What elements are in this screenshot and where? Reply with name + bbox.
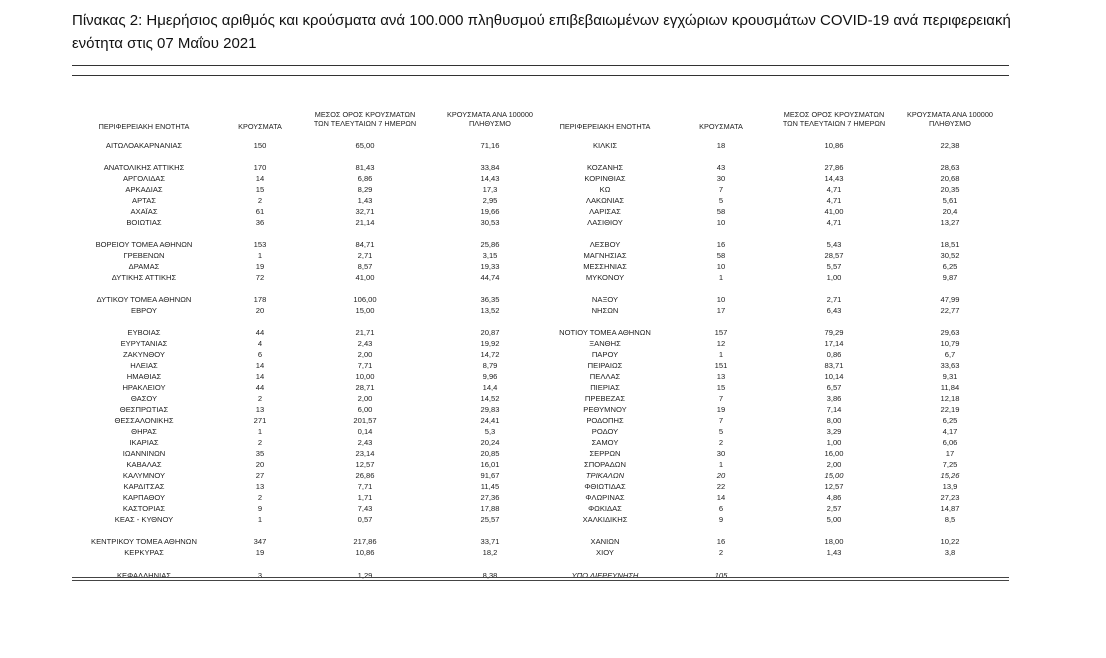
left-per100k-cell: 91,67 [480,471,500,480]
left-region-cell: ΕΒΡΟΥ [131,306,157,315]
left-region-cell: ΗΡΑΚΛΕΙΟΥ [122,383,166,392]
right-avg7d-cell: 16,00 [824,449,844,458]
right-per100k-cell: 8,5 [944,515,956,524]
left-avg7d-cell: 0,14 [357,427,373,436]
right-avg7d-cell: 4,71 [826,218,842,227]
left-per100k-cell: 36,35 [480,295,500,304]
left-cases-cell: 27 [255,471,265,480]
right-per100k-cell: 20,4 [942,207,958,216]
left-region-cell: ΙΩΑΝΝΙΝΩΝ [122,449,166,458]
header-cases-right: ΚΡΟΥΣΜΑΤΑ [699,122,743,131]
right-per100k-cell: 15,26 [940,471,960,480]
right-cases-cell: 16 [716,240,726,249]
left-avg7d-cell: 8,57 [357,262,373,271]
right-per100k-cell: 6,25 [942,262,958,271]
right-cases-cell: 19 [716,405,726,414]
left-per100k-cell: 16,01 [480,460,500,469]
right-region-cell: ΠΡΕΒΕΖΑΣ [584,394,626,403]
left-cases-cell: 14 [255,174,265,183]
left-cases-cell: 9 [257,504,263,513]
left-region-cell: ΑΡΤΑΣ [132,196,156,205]
left-avg7d-cell: 65,00 [355,141,375,150]
top-rule [72,65,1009,66]
left-per100k-cell: 14,43 [480,174,500,183]
left-cases-cell: 15 [255,185,265,194]
right-region-cell: ΤΡΙΚΑΛΩΝ [585,471,625,480]
left-region-cell: ΚΕΡΚΥΡΑΣ [124,548,164,557]
left-per100k-cell: 33,71 [480,537,500,546]
right-per100k-cell: 18,51 [940,240,960,249]
right-per100k-cell: 17 [945,449,955,458]
left-avg7d-cell: 2,43 [357,438,373,447]
left-avg7d-cell: 26,86 [355,471,375,480]
left-per100k-cell: 14,4 [482,383,498,392]
right-per100k-cell: 29,63 [940,328,960,337]
left-region-cell: ΘΕΣΣΑΛΟΝΙΚΗΣ [114,416,174,425]
right-cases-cell: 10 [716,218,726,227]
right-region-cell: ΣΕΡΡΩΝ [589,449,621,458]
right-region-cell: ΧΙΟΥ [596,548,614,557]
left-region-cell: ΖΑΚΥΝΘΟΥ [123,350,165,359]
left-avg7d-cell: 2,00 [357,350,373,359]
left-cases-cell: 14 [255,372,265,381]
right-avg7d-cell: 1,00 [826,438,842,447]
left-cases-cell: 271 [253,416,267,425]
left-avg7d-cell: 0,57 [357,515,373,524]
right-per100k-cell: 27,23 [940,493,960,502]
left-per100k-cell: 29,83 [480,405,500,414]
right-per100k-cell: 33,63 [940,361,960,370]
left-avg7d-cell: 7,43 [357,504,373,513]
left-avg7d-cell: 6,86 [357,174,373,183]
right-avg7d-cell: 4,86 [826,493,842,502]
right-cases-cell: 157 [714,328,728,337]
left-region-cell: ΚΑΛΥΜΝΟΥ [122,471,166,480]
left-avg7d-cell: 28,71 [355,383,375,392]
left-avg7d-cell: 7,71 [357,482,373,491]
left-avg7d-cell: 2,00 [357,394,373,403]
left-avg7d-cell: 41,00 [355,273,375,282]
right-avg7d-cell: 14,43 [824,174,844,183]
right-avg7d-cell: 79,29 [824,328,844,337]
left-region-cell: ΚΑΣΤΟΡΙΑΣ [122,504,166,513]
right-region-cell: ΡΟΔΟΠΗΣ [586,416,624,425]
right-per100k-cell: 28,63 [940,163,960,172]
left-cases-cell: 1 [257,251,263,260]
right-region-cell: ΧΑΝΙΩΝ [590,537,620,546]
left-per100k-cell: 17,3 [482,185,498,194]
right-per100k-cell: 4,17 [942,427,958,436]
left-per100k-cell: 19,33 [480,262,500,271]
right-cases-cell: 7 [718,394,724,403]
right-avg7d-cell: 6,43 [826,306,842,315]
right-cases-cell: 2 [718,438,724,447]
right-avg7d-cell: 41,00 [824,207,844,216]
left-per100k-cell: 19,66 [480,207,500,216]
left-avg7d-cell: 2,71 [357,251,373,260]
right-cases-cell: 22 [716,482,726,491]
right-cases-cell: 2 [718,548,724,557]
right-cases-cell: 9 [718,515,724,524]
left-region-cell: ΙΚΑΡΙΑΣ [129,438,159,447]
right-per100k-cell: 10,22 [940,537,960,546]
left-cases-cell: 72 [255,273,265,282]
left-avg7d-cell: 201,57 [353,416,377,425]
right-region-cell: ΝΟΤΙΟΥ ΤΟΜΕΑ ΑΘΗΝΩΝ [559,328,651,337]
left-avg7d-cell: 81,43 [355,163,375,172]
left-per100k-cell: 25,57 [480,515,500,524]
left-per100k-cell: 14,72 [480,350,500,359]
right-cases-cell: 5 [718,427,724,436]
left-region-cell: ΑΙΤΩΛΟΑΚΑΡΝΑΝΙΑΣ [105,141,183,150]
right-per100k-cell: 22,19 [940,405,960,414]
header-per100k-line1: ΚΡΟΥΣΜΑΤΑ ΑΝΑ 100000 [447,110,533,119]
left-avg7d-cell: 1,43 [357,196,373,205]
left-avg7d-cell: 32,71 [355,207,375,216]
header-per100k-line1: ΚΡΟΥΣΜΑΤΑ ΑΝΑ 100000 [907,110,993,119]
right-avg7d-cell: 15,00 [824,471,844,480]
left-per100k-cell: 11,45 [480,482,500,491]
right-cases-cell: 10 [716,295,726,304]
right-avg7d-cell: 5,00 [826,515,842,524]
right-region-cell: ΧΑΛΚΙΔΙΚΗΣ [582,515,628,524]
left-avg7d-cell: 21,14 [355,218,375,227]
right-avg7d-cell: 4,71 [826,196,842,205]
header-avg-left [305,110,425,128]
right-cases-cell: 12 [716,339,726,348]
left-region-cell: ΔΡΑΜΑΣ [128,262,160,271]
right-region-cell: ΝΑΞΟΥ [591,295,619,304]
right-avg7d-cell: 4,71 [826,185,842,194]
right-per100k-cell: 20,35 [940,185,960,194]
right-region-cell: ΥΠΟ ΔΙΕΡΕΥΝΗΣΗ [571,571,639,580]
right-cases-cell: 30 [716,174,726,183]
left-per100k-cell: 27,36 [480,493,500,502]
right-avg7d-cell: 1,00 [826,273,842,282]
left-per100k-cell: 5,3 [484,427,496,436]
right-avg7d-cell: 5,43 [826,240,842,249]
right-cases-cell: 151 [714,361,728,370]
right-cases-cell: 7 [718,185,724,194]
header-avg-line2: ΤΩΝ ΤΕΛΕΥΤΑΙΩΝ 7 ΗΜΕΡΩΝ [782,119,886,128]
right-per100k-cell: 10,79 [940,339,960,348]
left-cases-cell: 178 [253,295,267,304]
left-cases-cell: 4 [257,339,263,348]
left-cases-cell: 1 [257,427,263,436]
left-cases-cell: 153 [253,240,267,249]
left-cases-cell: 347 [253,537,267,546]
right-cases-cell: 6 [718,504,724,513]
left-region-cell: ΚΕΝΤΡΙΚΟΥ ΤΟΜΕΑ ΑΘΗΝΩΝ [91,537,197,546]
right-region-cell: ΚΙΛΚΙΣ [592,141,618,150]
left-region-cell: ΚΑΡΠΑΘΟΥ [122,493,166,502]
right-avg7d-cell: 83,71 [824,361,844,370]
left-region-cell: ΑΡΚΑΔΙΑΣ [125,185,163,194]
left-region-cell: ΚΑΡΔΙΤΣΑΣ [123,482,165,491]
right-region-cell: ΦΩΚΙΔΑΣ [588,504,622,513]
left-cases-cell: 20 [255,460,265,469]
right-region-cell: ΠΑΡΟΥ [591,350,619,359]
right-avg7d-cell: 3,29 [826,427,842,436]
left-per100k-cell: 33,84 [480,163,500,172]
right-region-cell: ΠΕΙΡΑΙΩΣ [587,361,623,370]
header-region-right: ΠΕΡΙΦΕΡΕΙΑΚΗ ΕΝΟΤΗΤΑ [559,122,651,131]
right-region-cell: ΣΠΟΡΑΔΩΝ [584,460,626,469]
left-region-cell: ΔΥΤΙΚΗΣ ΑΤΤΙΚΗΣ [111,273,177,282]
left-region-cell: ΕΥΒΟΙΑΣ [127,328,161,337]
left-region-cell: ΚΕΦΑΛΛΗΝΙΑΣ [116,571,172,580]
right-per100k-cell: 20,68 [940,174,960,183]
left-region-cell: ΗΛΕΙΑΣ [130,361,158,370]
left-cases-cell: 170 [253,163,267,172]
right-cases-cell: 30 [716,449,726,458]
right-region-cell: ΝΗΣΩΝ [591,306,619,315]
left-avg7d-cell: 12,57 [355,460,375,469]
left-region-cell: ΚΑΒΑΛΑΣ [126,460,162,469]
header-avg-line2: ΤΩΝ ΤΕΛΕΥΤΑΙΩΝ 7 ΗΜΕΡΩΝ [313,119,417,128]
right-cases-cell: 1 [718,350,724,359]
left-avg7d-cell: 217,86 [353,537,377,546]
right-cases-cell: 7 [718,416,724,425]
left-per100k-cell: 8,79 [482,361,498,370]
right-region-cell: ΣΑΜΟΥ [591,438,619,447]
left-cases-cell: 3 [257,571,263,580]
left-region-cell: ΑΧΑΪΑΣ [130,207,158,216]
top-rule-secondary [72,75,1009,76]
header-per100k-left [430,110,550,128]
left-region-cell: ΘΕΣΠΡΩΤΙΑΣ [119,405,169,414]
right-region-cell: ΦΘΙΩΤΙΔΑΣ [584,482,626,491]
right-avg7d-cell: 0,86 [826,350,842,359]
left-region-cell: ΘΗΡΑΣ [131,427,157,436]
left-cases-cell: 14 [255,361,265,370]
left-cases-cell: 19 [255,548,265,557]
left-cases-cell: 2 [257,196,263,205]
right-per100k-cell: 47,99 [940,295,960,304]
right-per100k-cell: 22,38 [940,141,960,150]
right-per100k-cell: 11,84 [940,383,960,392]
bottom-rule-secondary [72,580,1009,581]
left-cases-cell: 13 [255,405,265,414]
left-avg7d-cell: 10,86 [355,548,375,557]
left-cases-cell: 2 [257,438,263,447]
left-region-cell: ΒΟΙΩΤΙΑΣ [126,218,162,227]
left-per100k-cell: 2,95 [482,196,498,205]
left-avg7d-cell: 6,00 [357,405,373,414]
right-avg7d-cell: 1,43 [826,548,842,557]
left-per100k-cell: 18,2 [482,548,498,557]
right-avg7d-cell: 8,00 [826,416,842,425]
left-cases-cell: 44 [255,383,265,392]
left-avg7d-cell: 2,43 [357,339,373,348]
right-avg7d-cell: 7,14 [826,405,842,414]
right-region-cell: ΡΕΘΥΜΝΟΥ [583,405,627,414]
left-avg7d-cell: 84,71 [355,240,375,249]
left-per100k-cell: 9,96 [482,372,498,381]
right-avg7d-cell: 3,86 [826,394,842,403]
left-region-cell: ΑΡΓΟΛΙΔΑΣ [122,174,166,183]
right-avg7d-cell: 27,86 [824,163,844,172]
right-per100k-cell: 9,87 [942,273,958,282]
right-avg7d-cell: 17,14 [824,339,844,348]
left-cases-cell: 2 [257,394,263,403]
left-region-cell: ΓΡΕΒΕΝΩΝ [123,251,165,260]
right-region-cell: ΠΕΛΛΑΣ [589,372,621,381]
right-per100k-cell: 9,31 [942,372,958,381]
left-per100k-cell: 8,38 [482,571,498,580]
right-cases-cell: 10 [716,262,726,271]
left-cases-cell: 6 [257,350,263,359]
left-region-cell: ΒΟΡΕΙΟΥ ΤΟΜΕΑ ΑΘΗΝΩΝ [95,240,193,249]
left-avg7d-cell: 1,29 [357,571,373,580]
right-region-cell: ΚΟΖΑΝΗΣ [586,163,624,172]
left-per100k-cell: 20,24 [480,438,500,447]
left-per100k-cell: 14,52 [480,394,500,403]
left-cases-cell: 13 [255,482,265,491]
right-avg7d-cell: 2,57 [826,504,842,513]
right-cases-cell: 58 [716,207,726,216]
right-avg7d-cell: 10,86 [824,141,844,150]
left-cases-cell: 20 [255,306,265,315]
left-region-cell: ΑΝΑΤΟΛΙΚΗΣ ΑΤΤΙΚΗΣ [103,163,185,172]
right-per100k-cell: 13,9 [942,482,958,491]
header-avg-line1: ΜΕΣΟΣ ΟΡΟΣ ΚΡΟΥΣΜΑΤΩΝ [314,110,416,119]
right-cases-cell: 18 [716,141,726,150]
left-region-cell: ΔΥΤΙΚΟΥ ΤΟΜΕΑ ΑΘΗΝΩΝ [96,295,192,304]
left-per100k-cell: 25,86 [480,240,500,249]
right-region-cell: ΠΙΕΡΙΑΣ [590,383,620,392]
right-region-cell: ΚΟΡΙΝΘΙΑΣ [584,174,626,183]
right-avg7d-cell: 6,57 [826,383,842,392]
left-cases-cell: 44 [255,328,265,337]
right-cases-cell: 43 [716,163,726,172]
right-avg7d-cell: 2,00 [826,460,842,469]
right-avg7d-cell: 2,71 [826,295,842,304]
right-region-cell: ΚΩ [599,185,611,194]
left-cases-cell: 35 [255,449,265,458]
left-per100k-cell: 13,52 [480,306,500,315]
right-avg7d-cell: 18,00 [824,537,844,546]
left-per100k-cell: 20,85 [480,449,500,458]
right-cases-cell: 58 [716,251,726,260]
right-per100k-cell: 6,7 [944,350,956,359]
header-per100k-right [890,110,1010,128]
right-region-cell: ΛΕΣΒΟΥ [589,240,621,249]
right-per100k-cell: 7,25 [942,460,958,469]
right-per100k-cell: 30,52 [940,251,960,260]
right-avg7d-cell: 12,57 [824,482,844,491]
right-region-cell: ΜΥΚΟΝΟΥ [585,273,625,282]
left-per100k-cell: 24,41 [480,416,500,425]
left-avg7d-cell: 7,71 [357,361,373,370]
left-avg7d-cell: 15,00 [355,306,375,315]
right-region-cell: ΞΑΝΘΗΣ [589,339,621,348]
left-per100k-cell: 19,92 [480,339,500,348]
bottom-rule [72,577,1009,578]
left-per100k-cell: 71,16 [480,141,500,150]
left-avg7d-cell: 8,29 [357,185,373,194]
right-per100k-cell: 6,06 [942,438,958,447]
right-per100k-cell: 3,8 [944,548,956,557]
right-region-cell: ΜΕΣΣΗΝΙΑΣ [583,262,627,271]
left-cases-cell: 36 [255,218,265,227]
right-cases-cell: 17 [716,306,726,315]
header-per100k-line2: ΠΛΗΘΥΣΜΟ [469,119,511,128]
left-cases-cell: 2 [257,493,263,502]
right-region-cell: ΛΑΣΙΘΙΟΥ [587,218,623,227]
left-avg7d-cell: 1,71 [357,493,373,502]
right-region-cell: ΜΑΓΝΗΣΙΑΣ [583,251,627,260]
right-per100k-cell: 6,25 [942,416,958,425]
right-region-cell: ΛΑΚΩΝΙΑΣ [585,196,625,205]
left-cases-cell: 150 [253,141,267,150]
right-region-cell: ΦΛΩΡΙΝΑΣ [585,493,625,502]
header-per100k-line2: ΠΛΗΘΥΣΜΟ [929,119,971,128]
left-avg7d-cell: 106,00 [353,295,377,304]
left-avg7d-cell: 21,71 [355,328,375,337]
left-avg7d-cell: 23,14 [355,449,375,458]
left-per100k-cell: 30,53 [480,218,500,227]
right-cases-cell: 1 [718,273,724,282]
left-cases-cell: 61 [255,207,265,216]
right-region-cell: ΛΑΡΙΣΑΣ [589,207,621,216]
header-avg-right [774,110,894,128]
right-per100k-cell: 22,77 [940,306,960,315]
right-avg7d-cell: 10,14 [824,372,844,381]
right-cases-cell: 13 [716,372,726,381]
header-region-left: ΠΕΡΙΦΕΡΕΙΑΚΗ ΕΝΟΤΗΤΑ [98,122,190,131]
right-cases-cell: 5 [718,196,724,205]
right-avg7d-cell: 28,57 [824,251,844,260]
left-per100k-cell: 44,74 [480,273,500,282]
page-title: Πίνακας 2: Ημερήσιος αριθμός και κρούσματα ανά 100.000 πληθυσμού επιβεβαιωμένων εγχώριων κρουσμάτων COVID-19 ανά περιφερειακή ενότητα στις 07 Μαΐου 2021 [72,12,1011,52]
left-per100k-cell: 3,15 [482,251,498,260]
header-avg-line1: ΜΕΣΟΣ ΟΡΟΣ ΚΡΟΥΣΜΑΤΩΝ [783,110,885,119]
right-cases-cell: 1 [718,460,724,469]
left-avg7d-cell: 10,00 [355,372,375,381]
right-cases-cell: 105 [714,571,728,580]
left-region-cell: ΘΑΣΟΥ [130,394,158,403]
header-cases-left: ΚΡΟΥΣΜΑΤΑ [238,122,282,131]
left-region-cell: ΗΜΑΘΙΑΣ [126,372,162,381]
right-region-cell: ΡΟΔΟΥ [591,427,619,436]
right-per100k-cell: 12,18 [940,394,960,403]
left-per100k-cell: 20,87 [480,328,500,337]
right-per100k-cell: 5,61 [942,196,958,205]
left-per100k-cell: 17,88 [480,504,500,513]
left-region-cell: ΕΥΡΥΤΑΝΙΑΣ [120,339,168,348]
left-cases-cell: 1 [257,515,263,524]
right-cases-cell: 16 [716,537,726,546]
right-cases-cell: 15 [716,383,726,392]
right-avg7d-cell: 5,57 [826,262,842,271]
right-per100k-cell: 13,27 [940,218,960,227]
left-region-cell: ΚΕΑΣ - ΚΥΘΝΟΥ [114,515,174,524]
right-cases-cell: 20 [716,471,726,480]
left-cases-cell: 19 [255,262,265,271]
right-per100k-cell: 14,87 [940,504,960,513]
right-cases-cell: 14 [716,493,726,502]
